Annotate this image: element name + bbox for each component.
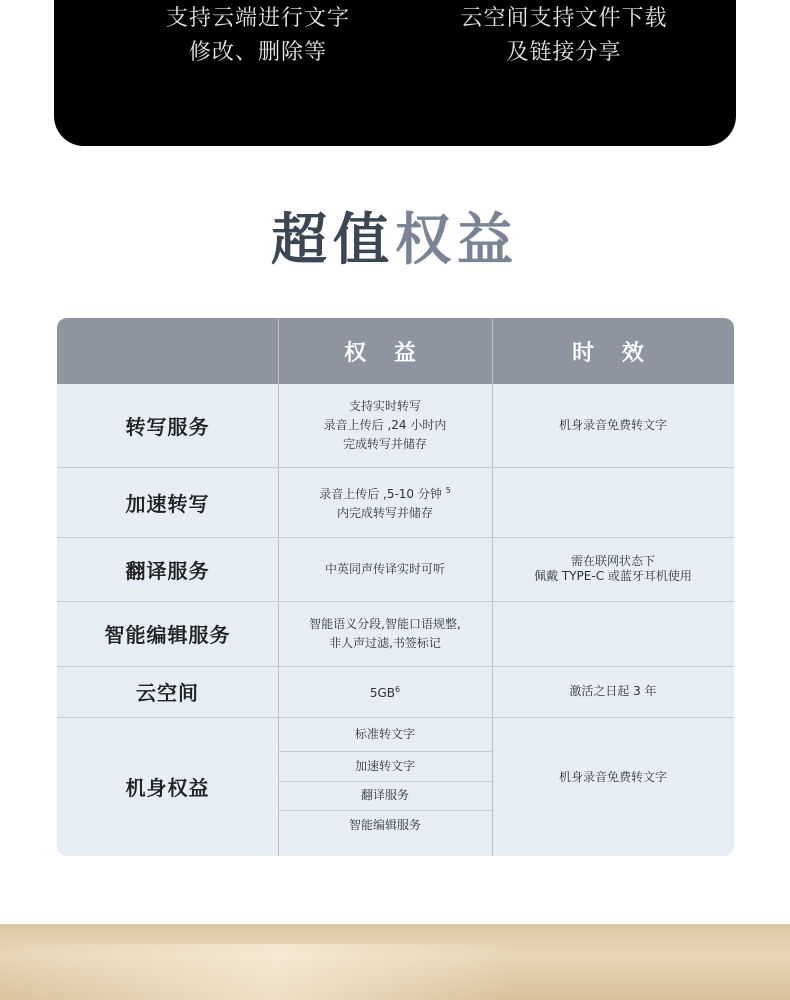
- table-row-benefit: [278, 467, 492, 537]
- validity-line: 激活之日起 3 年: [569, 684, 657, 698]
- feature-cloud-share: [424, 2, 704, 70]
- table-sub-row: [278, 810, 492, 840]
- table-row-validity: [492, 666, 734, 717]
- table-row-benefit: [278, 601, 492, 666]
- table-row-name: [57, 666, 278, 717]
- row-title: 翻译服务: [125, 558, 210, 583]
- benefit-line: 标准转文字: [354, 726, 415, 741]
- table-row-name: [57, 384, 278, 467]
- benefit-line: [370, 680, 400, 703]
- table-row-benefit: [278, 537, 492, 601]
- header-benefit: 权 益: [344, 340, 426, 366]
- feature-card: [54, 0, 736, 146]
- benefit-line: 加速转文字: [354, 758, 415, 773]
- section-title-light: 权益: [395, 208, 519, 273]
- table-row-name: [57, 467, 278, 537]
- benefit-line: 翻译服务: [360, 788, 409, 802]
- benefit-line: 录音上传后 ,24 小时内: [323, 418, 447, 432]
- validity-line: 佩戴 TYPE-C 或蓝牙耳机使用: [534, 569, 692, 583]
- feature-cloud-edit: [118, 2, 398, 70]
- benefit-text: 5GB: [369, 686, 396, 700]
- benefit-line: 中英同声传译实时可听: [324, 561, 445, 576]
- benefit-line: 内完成转写并储存: [336, 506, 433, 520]
- decorative-band: [0, 924, 790, 1000]
- row-title: 云空间: [136, 681, 199, 705]
- table-sub-row: [278, 717, 492, 751]
- feature-line: 支持云端进行文字: [165, 6, 350, 31]
- footnote-marker: 5: [445, 486, 451, 495]
- validity-line: 机身录音免费转文字: [558, 770, 667, 784]
- table-row-validity: [492, 717, 734, 838]
- validity-line: 机身录音免费转文字: [558, 418, 667, 432]
- table-row-benefit: [278, 666, 492, 717]
- table-row-validity: [492, 467, 734, 537]
- table-row-validity: [492, 601, 734, 666]
- benefit-line: [319, 481, 451, 504]
- header-validity: 时 效: [572, 340, 654, 366]
- row-title: 智能编辑服务: [104, 623, 231, 647]
- benefit-line: 非人声过滤,书签标记: [329, 635, 441, 650]
- table-sub-row: [278, 751, 492, 781]
- feature-line: 及链接分享: [506, 40, 622, 65]
- table-sub-row: [278, 781, 492, 810]
- table-row-benefit: [278, 384, 492, 467]
- table-row-validity: [492, 537, 734, 601]
- footnote-marker: 6: [395, 685, 401, 694]
- feature-line: 修改、删除等: [188, 40, 327, 65]
- row-title: 机身权益: [125, 776, 210, 800]
- row-title: 加速转写: [125, 491, 210, 516]
- table-header: [57, 318, 734, 384]
- benefits-table: [57, 318, 734, 856]
- section-title: [0, 196, 790, 276]
- table-row-name: [57, 537, 278, 601]
- feature-line: 云空间支持文件下载: [460, 6, 668, 31]
- benefit-line: 智能语义分段,智能口语规整,: [309, 616, 461, 631]
- table-row-name: [57, 601, 278, 666]
- benefit-text: 录音上传后 ,5-10 分钟: [319, 487, 442, 501]
- table-row-name: [57, 717, 278, 856]
- benefit-line: 智能编辑服务: [348, 817, 421, 832]
- section-title-dark: 超值: [271, 208, 395, 273]
- row-title: 转写服务: [125, 415, 210, 439]
- benefit-line: 完成转写并储存: [342, 437, 427, 451]
- validity-line: 需在联网状态下: [570, 554, 655, 568]
- benefit-line: 支持实时转写: [348, 399, 421, 413]
- header-empty: [57, 318, 278, 384]
- decorative-wave: [0, 944, 790, 1000]
- table-row-validity: [492, 384, 734, 467]
